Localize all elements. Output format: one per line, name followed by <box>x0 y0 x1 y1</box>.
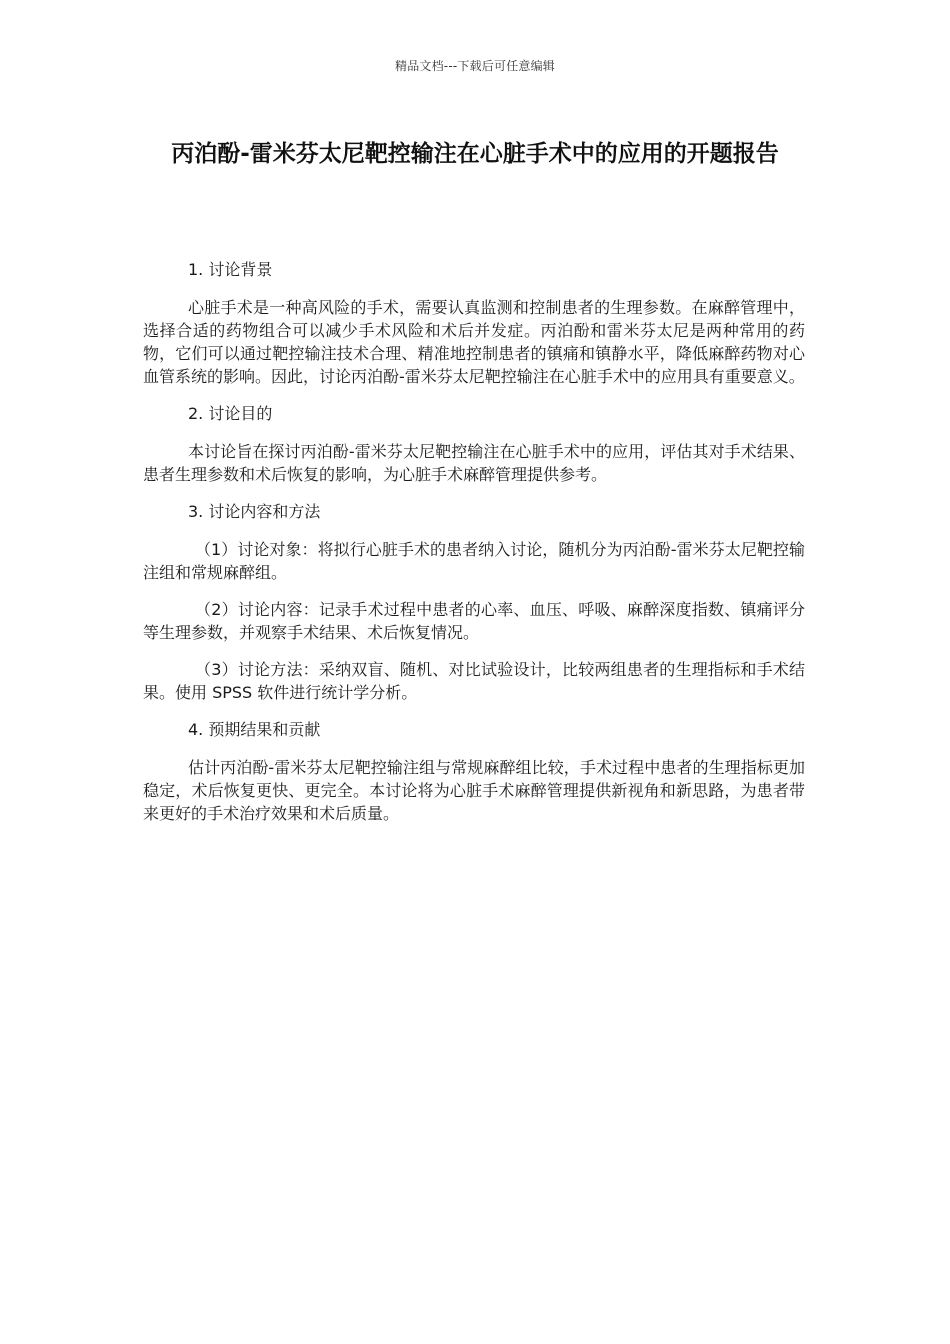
section-text-purpose: 本讨论旨在探讨丙泊酚-雷米芬太尼靶控输注在心脏手术中的应用，评估其对手术结果、患者生理参数和术后恢复的影响，为心脏手术麻醉管理提供参考。 <box>143 442 805 484</box>
section-heading-expected: 4. 预期结果和贡献 <box>188 720 321 739</box>
content-item-content: （2）讨论内容：记录手术过程中患者的心率、血压、呼吸、麻醉深度指数、镇痛评分等生理参数，并观察手术结果、术后恢复情况。 <box>143 600 805 642</box>
content-item-subjects: （1）讨论对象：将拟行心脏手术的患者纳入讨论，随机分为丙泊酚-雷米芬太尼靶控输注组和常规麻醉组。 <box>143 540 805 582</box>
section-text-background: 心脏手术是一种高风险的手术，需要认真监测和控制患者的生理参数。在麻醉管理中，选择合适的药物组合可以减少手术风险和术后并发症。丙泊酚和雷米芬太尼是两种常用的药物，它们可以通过靶控输注技术合理、精准地控制患者的镇痛和镇静水平，降低麻醉药物对心血管系统的影响。因此，讨论丙泊酚-雷米芬太尼靶控输注在心脏手术中的应用具有重要意义。 <box>143 298 805 386</box>
section-text-expected: 估计丙泊酚-雷米芬太尼靶控输注组与常规麻醉组比较，手术过程中患者的生理指标更加稳定，术后恢复更快、更完全。本讨论将为心脏手术麻醉管理提供新视角和新思路，为患者带来更好的手术治疗效果和术后质量。 <box>143 758 805 823</box>
section-heading-background: 1. 讨论背景 <box>188 260 273 279</box>
content-item-method: （3）讨论方法：采纳双盲、随机、对比试验设计，比较两组患者的生理指标和手术结果。使用 SPSS 软件进行统计学分析。 <box>143 660 805 702</box>
document-body <box>143 258 805 839</box>
header-note: 精品文档---下载后可任意编辑 <box>395 59 555 73</box>
section-heading-content: 3. 讨论内容和方法 <box>188 502 321 521</box>
document-title: 丙泊酚-雷米芬太尼靶控输注在心脏手术中的应用的开题报告 <box>171 141 779 167</box>
section-heading-purpose: 2. 讨论目的 <box>188 404 273 423</box>
